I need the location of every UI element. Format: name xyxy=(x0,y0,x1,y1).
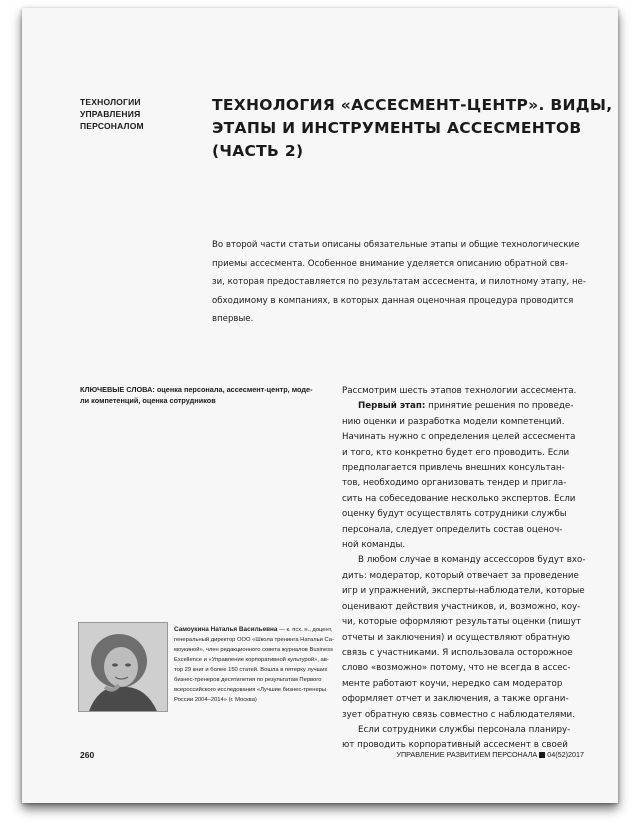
bio-line: тор 29 книг и более 150 статей. Вошла в пятерку лучших xyxy=(174,667,328,673)
body-text: принятие решения по проведе- xyxy=(425,401,574,412)
journal-footer xyxy=(396,750,584,759)
body-line: и того, кто конкретно будет его проводить. Если xyxy=(342,447,570,458)
keywords-line: ли компетенций, оценка сотрудников xyxy=(80,396,216,405)
stage-label: Первый этап: xyxy=(358,401,426,412)
journal-issue: 04(52)2017 xyxy=(547,750,584,759)
body-line: сить на собеседование несколько экспертов. Если xyxy=(342,493,576,504)
bio-line: моукиной», член редакционного совета журналов Business xyxy=(174,647,334,653)
body-line: предполагается привлечь внешних консультан- xyxy=(342,463,565,474)
magazine-page xyxy=(22,8,618,803)
body-line: тов, необходимо организовать тендер и пригла- xyxy=(342,478,567,489)
article-body xyxy=(342,384,604,754)
article-abstract xyxy=(212,236,592,329)
page-number: 260 xyxy=(80,750,95,760)
keywords-line: КЛЮЧЕВЫЕ СЛОВА: оценка персонала, ассесмент-центр, моде- xyxy=(80,385,313,394)
stage-heading-line xyxy=(342,399,604,414)
abstract-line: зи, которая предоставляется по результатам ассесмента, и пилотному этапу, не- xyxy=(212,277,586,287)
body-line: зует обратную связь совместно с наблюдателями. xyxy=(342,709,575,720)
bio-line: генеральный директор ООО «Школа тренинга Натальи Са- xyxy=(174,637,334,643)
abstract-line: впервые. xyxy=(212,314,254,324)
author-photo xyxy=(78,622,168,712)
bio-line: Excellence и «Управление корпоративной культурой», ав- xyxy=(174,657,329,663)
body-line: оценивают действия участников, и, возможно, коу- xyxy=(342,601,581,612)
square-icon xyxy=(539,752,545,758)
body-line: менте работают коучи, нередко сам модератор xyxy=(342,678,563,689)
author-name: Самоукина Наталья Васильевна xyxy=(174,626,278,633)
journal-name: УПРАВЛЕНИЕ РАЗВИТИЕМ ПЕРСОНАЛА xyxy=(396,750,538,759)
section-line: УПРАВЛЕНИЯ xyxy=(80,109,141,119)
abstract-line: приемы ассесмента. Особенное внимание уделяется описанию обратной свя- xyxy=(212,258,568,269)
article-title xyxy=(212,94,613,163)
title-line: ЭТАПЫ И ИНСТРУМЕНТЫ АССЕСМЕНТОВ xyxy=(212,119,582,137)
bio-line: бизнес-тренеров десятилетия по результатам Первого xyxy=(174,677,322,683)
body-line: ной команды. xyxy=(342,540,406,551)
section-label xyxy=(80,96,200,132)
bio-line: всероссийского исследования «Лучшие бизнес-тренеры xyxy=(174,687,327,693)
body-line: оформляет отчет и заключения, а также органи- xyxy=(342,694,569,705)
section-line: ТЕХНОЛОГИИ xyxy=(80,97,141,107)
body-line: чи, которые оформляют результаты оценки (пишут xyxy=(342,617,581,628)
abstract-line: Во второй части статьи описаны обязательные этапы и общие технологические xyxy=(212,240,580,250)
body-line: Если сотрудники службы персонала планиру- xyxy=(358,724,571,735)
body-line: ют проводить корпоративный ассесмент в своей xyxy=(342,740,568,751)
body-line: персонала, следует определить состав оценоч- xyxy=(342,524,563,535)
body-line: игр и упражнений, эксперты-наблюдатели, которые xyxy=(342,586,585,597)
body-line: Начинать нужно с определения целей ассесмента xyxy=(342,432,576,443)
body-line: В любом случае в команду ассессоров будут вхо- xyxy=(358,555,586,566)
bio-line xyxy=(174,625,344,635)
bio-text: — к. псх. н., доцент, xyxy=(277,627,333,633)
body-line: слово «возможно» потому, что не всегда в ассес- xyxy=(342,663,571,674)
body-line: дить: модератор, который отвечает за проведение xyxy=(342,570,579,581)
title-line: ТЕХНОЛОГИЯ «АССЕСМЕНТ-ЦЕНТР». ВИДЫ, xyxy=(212,96,613,114)
author-portrait-icon xyxy=(79,623,167,711)
title-line: (ЧАСТЬ 2) xyxy=(212,142,304,160)
body-line: Рассмотрим шесть этапов технологии ассесмента. xyxy=(342,386,577,396)
abstract-line: обходимому в компаниях, в которых данная оценочная процедура проводится xyxy=(212,295,574,306)
bio-line: России 2004–2014» (г. Москва) xyxy=(174,697,257,703)
keywords xyxy=(80,384,340,406)
author-bio xyxy=(174,625,344,705)
body-line: связь с участниками. Я использовала осторожное xyxy=(342,647,573,658)
body-line: нию оценки и разработка модели компетенций. xyxy=(342,416,565,427)
body-line: отчеты и заключения) и осуществляют обратную xyxy=(342,632,570,643)
body-line: оценку будут осуществлять сотрудники службы xyxy=(342,509,567,520)
section-line: ПЕРСОНАЛОМ xyxy=(80,121,144,131)
